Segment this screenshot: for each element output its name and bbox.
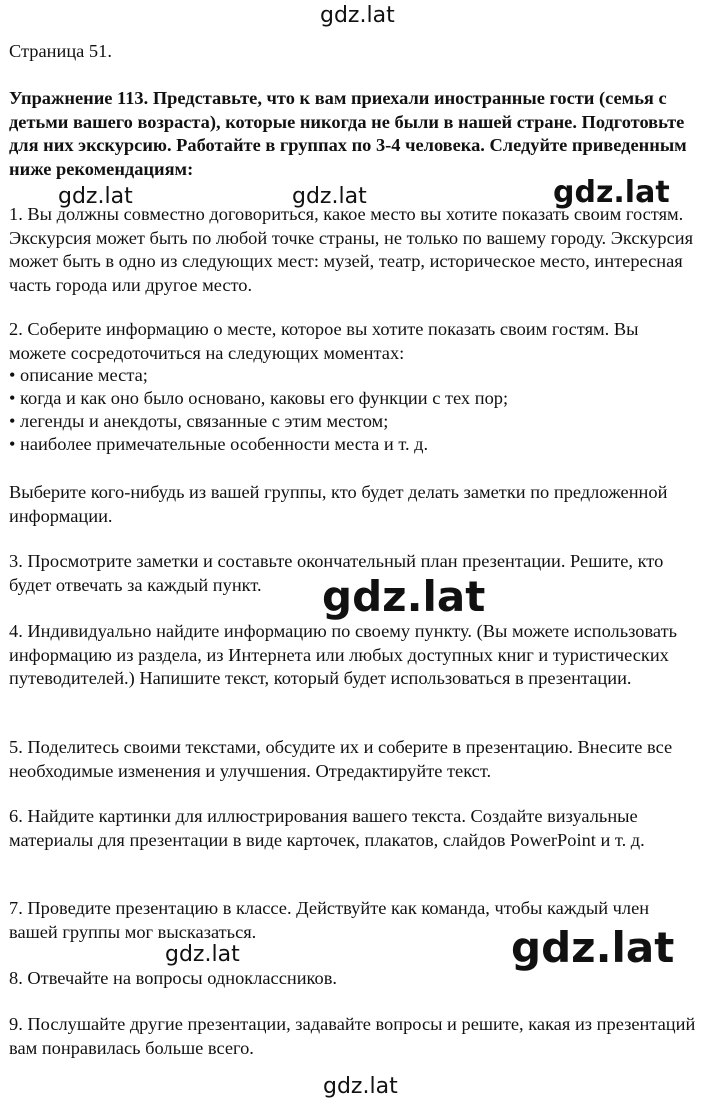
bullet-item-4: • наиболее примечательные особенности места и т. д. — [9, 434, 429, 454]
paragraph-3: 3. Просмотрите заметки и составьте окончательный план презентации. Решите, кто будет отвечать за каждый пункт. — [9, 551, 664, 595]
paragraph-6: 6. Найдите картинки для иллюстрирования вашего текста. Создайте визуальные материалы для презентации в виде карточек, плакатов, слайдов PowerPoint и т. д. — [9, 806, 645, 850]
watermark-top: gdz.lat — [320, 3, 395, 28]
paragraph-2-outro: Выберите кого-нибудь из вашей группы, кто будет делать заметки по предложенной информации. — [9, 482, 668, 526]
paragraph-7: 7. Проведите презентацию в классе. Действуйте как команда, чтобы каждый член вашей группы мог высказаться. — [9, 898, 650, 942]
bullet-item-2: • когда и как оно было основано, каковы его функции с тех пор; — [9, 388, 509, 408]
watermark-lower-right: gdz.lat — [511, 923, 675, 972]
watermark-lower-left: gdz.lat — [165, 942, 240, 967]
paragraph-8: 8. Отвечайте на вопросы одноклассников. — [9, 968, 338, 988]
bullet-item-1: • описание места; — [9, 365, 148, 385]
watermark-middle: gdz.lat — [322, 572, 486, 621]
paragraph-1: 1. Вы должны совместно договориться, какое место вы хотите показать своим гостям. Экскурсия может быть по любой точке страны, не только по вашему городу. Экскурсия может быть в одно из следующих мест: музей, театр, историческое место, интересная часть города или другое место. — [9, 204, 694, 295]
paragraph-2-intro: 2. Соберите информацию о месте, которое вы хотите показать своим гостям. Вы можете сосредоточиться на следующих моментах: — [9, 319, 639, 363]
exercise-title: Упражнение 113. Представьте, что к вам приехали иностранные гости (семья с детьми вашего возраста), которые никогда не были в нашей стране. Подготовьте для них экскурсию. Работайте в группах по 3-4 человека. Следуйте приведенным ниже рекомендациям: — [9, 88, 687, 179]
bullet-item-3: • легенды и анекдоты, связанные с этим местом; — [9, 411, 389, 431]
paragraph-9: 9. Послушайте другие презентации, задавайте вопросы и решите, какая из презентаций вам понравилась больше всего. — [9, 1014, 696, 1058]
watermark-left: gdz.lat — [58, 184, 133, 209]
paragraph-4: 4. Индивидуально найдите информацию по своему пункту. (Вы можете использовать информацию из раздела, из Интернета или любых доступных книг и туристических путеводителей.) Напишите текст, который будет использоваться в презентации. — [9, 621, 678, 688]
page-number: Страница 51. — [9, 41, 112, 61]
watermark-right: gdz.lat — [553, 175, 670, 210]
watermark-bottom: gdz.lat — [323, 1074, 398, 1099]
watermark-center: gdz.lat — [292, 184, 367, 209]
paragraph-5: 5. Поделитесь своими текстами, обсудите их и соберите в презентацию. Внесите все необходимые изменения и улучшения. Отредактируйте текст. — [9, 737, 673, 781]
